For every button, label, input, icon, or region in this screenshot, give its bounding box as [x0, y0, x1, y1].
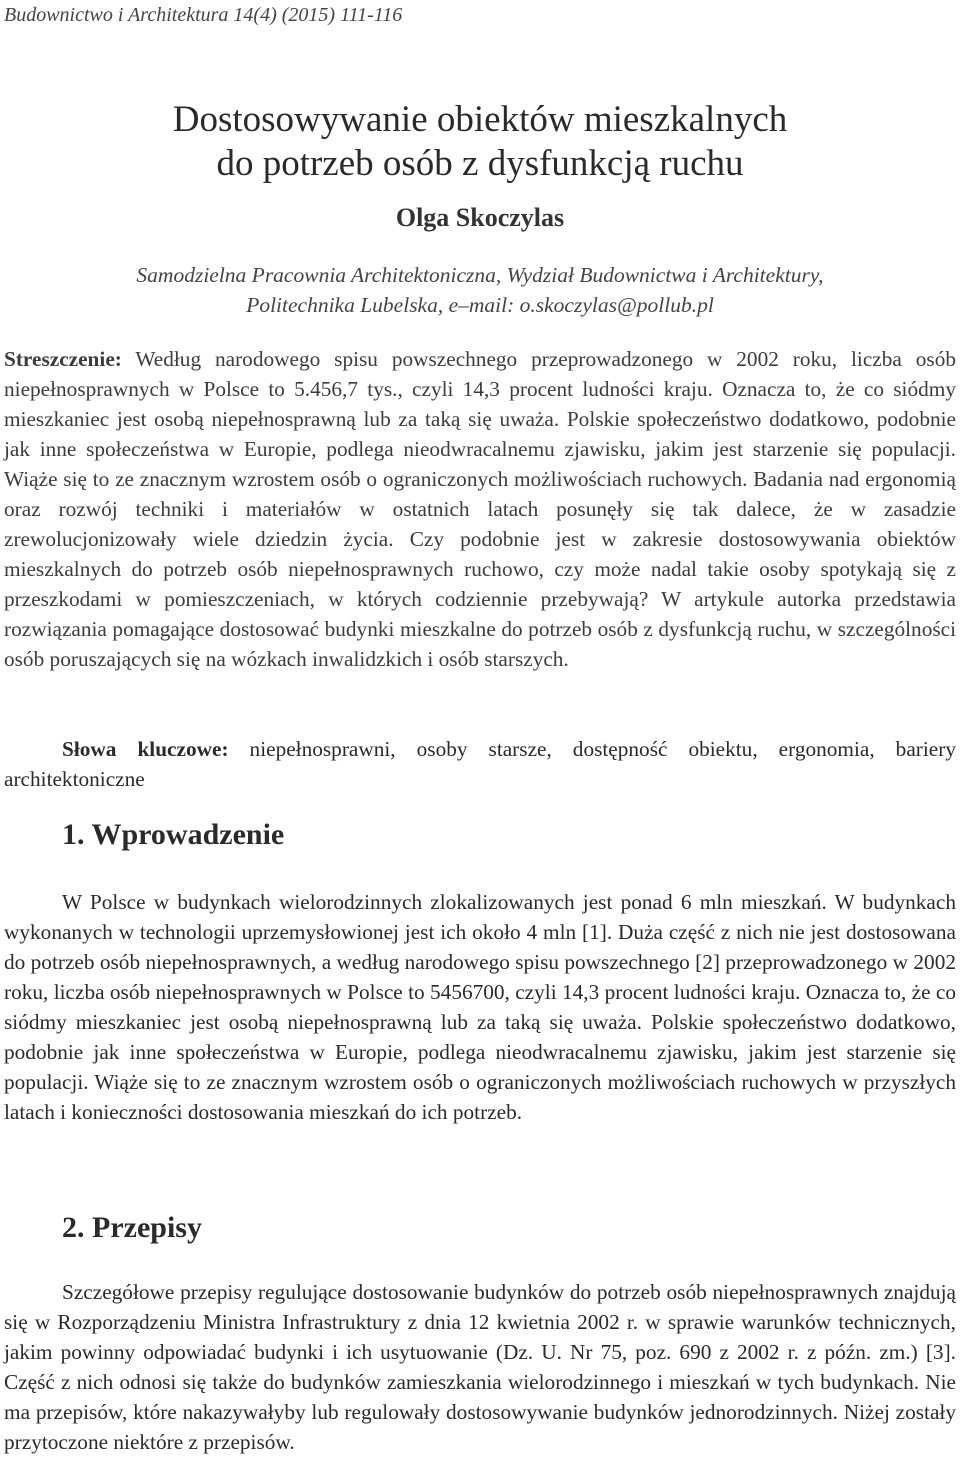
author-name: Olga Skoczylas	[395, 203, 565, 232]
title-line-2: do potrzeb osób z dysfunkcją ruchu	[216, 143, 744, 184]
section-body-introduction: W Polsce w budynkach wielorodzinnych zlokalizowanych jest ponad 6 mln mieszkań. W budynkach wykonanych w technologii uprzemysłowionej jest ich około 4 mln [1]. Duża część z nich nie jest dostosowana do potrzeb osób niepełnosprawnych, a według narodowego spisu powszechnego [2] przeprowadzonego w 2002 roku, liczba osób niepełnosprawnych w Polsce to 5456700, czyli 14,3 procent ludności kraju. Oznacza to, że co siódmy mieszkaniec jest osobą niepełnosprawną lub za taką się uważa. Polskie społeczeństwo dodatkowo, podobnie jak inne społeczeństwa w Europie, podlega nieodwracalnemu zjawisku, jakim jest starzenie się populacji. Wiąże się to ze znacznym wzrostem osób o ograniczonych możliwościach ruchowych w przyszłych latach i konieczności dostosowania mieszkań do ich potrzeb.	[4, 890, 956, 1124]
section-heading-introduction: 1. Wprowadzenie	[62, 818, 285, 851]
abstract-text: Według narodowego spisu powszechnego przeprowadzonego w 2002 roku, liczba osób niepełnosprawnych w Polsce to 5.456,7 tys., czyli 14,3 procent ludności kraju. Oznacza to, że co siódmy mieszkaniec jest osobą niepełnosprawną lub za taką się uważa. Polskie społeczeństwo dodatkowo, podobnie jak inne społeczeństwa w Europie, podlega nieodwracalnemu zjawisku, jakim jest starzenie się populacji. Wiąże się to ze znacznym wzrostem osób o ograniczonych możliwościach ruchowych. Badania nad ergonomią oraz rozwój techniki i materiałów w ostatnich latach posunęły się tak dalece, że w zasadzie zrewolucjonizowały wiele dziedzin życia. Czy podobnie jest w zakresie dostosowywania obiektów mieszkalnych do potrzeb osób niepełnosprawnych ruchowo, czy może nadal takie osoby spotykają się z przeszkodami w pomieszczeniach, w których codziennie przebywają? W artykule autorka przedstawia rozwiązania pomagające dostosować budynki mieszkalne do potrzeb osób z dysfunkcją ruchu, w szczególności osób poruszających się na wózkach inwalidzkich i osób starszych.	[4, 347, 956, 671]
section-heading-regulations: 2. Przepisy	[62, 1211, 202, 1244]
affiliation-line-2: Politechnika Lubelska, e–mail: o.skoczylas@pollub.pl	[246, 293, 714, 317]
section-body-regulations: Szczegółowe przepisy regulujące dostosowanie budynków do potrzeb osób niepełnosprawnych znajdują się w Rozporządzeniu Ministra Infrastruktury z dnia 12 kwietnia 2002 r. w sprawie warunków technicznych, jakim powinny odpowiadać budynki i ich usytuowanie (Dz. U. Nr 75, poz. 690 z 2002 r. z późn. zm.) [3]. Część z nich odnosi się także do budynków zamieszkania wielorodzinnego i mieszkań w tych budynkach. Nie ma przepisów, które nakazywałyby lub regulowały dostosowywanie budynków jednorodzinnych. Niżej zostały przytoczone niektóre z przepisów.	[4, 1280, 956, 1454]
keywords-text: niepełnosprawni, osoby starsze, dostępność obiektu, ergonomia, bariery architektoniczne	[4, 737, 956, 791]
title-line-1: Dostosowywanie obiektów mieszkalnych	[172, 99, 788, 140]
abstract	[4, 344, 956, 674]
article-title	[0, 98, 960, 186]
affiliation-line-1: Samodzielna Pracownia Architektoniczna, Wydział Budownictwa i Architektury,	[136, 263, 824, 287]
keywords-label: Słowa kluczowe:	[62, 737, 229, 761]
running-head: Budownictwo i Architektura 14(4) (2015) 111-116	[4, 4, 403, 26]
abstract-label: Streszczenie:	[4, 347, 122, 371]
author-affiliation	[0, 260, 960, 320]
keywords	[4, 734, 956, 794]
